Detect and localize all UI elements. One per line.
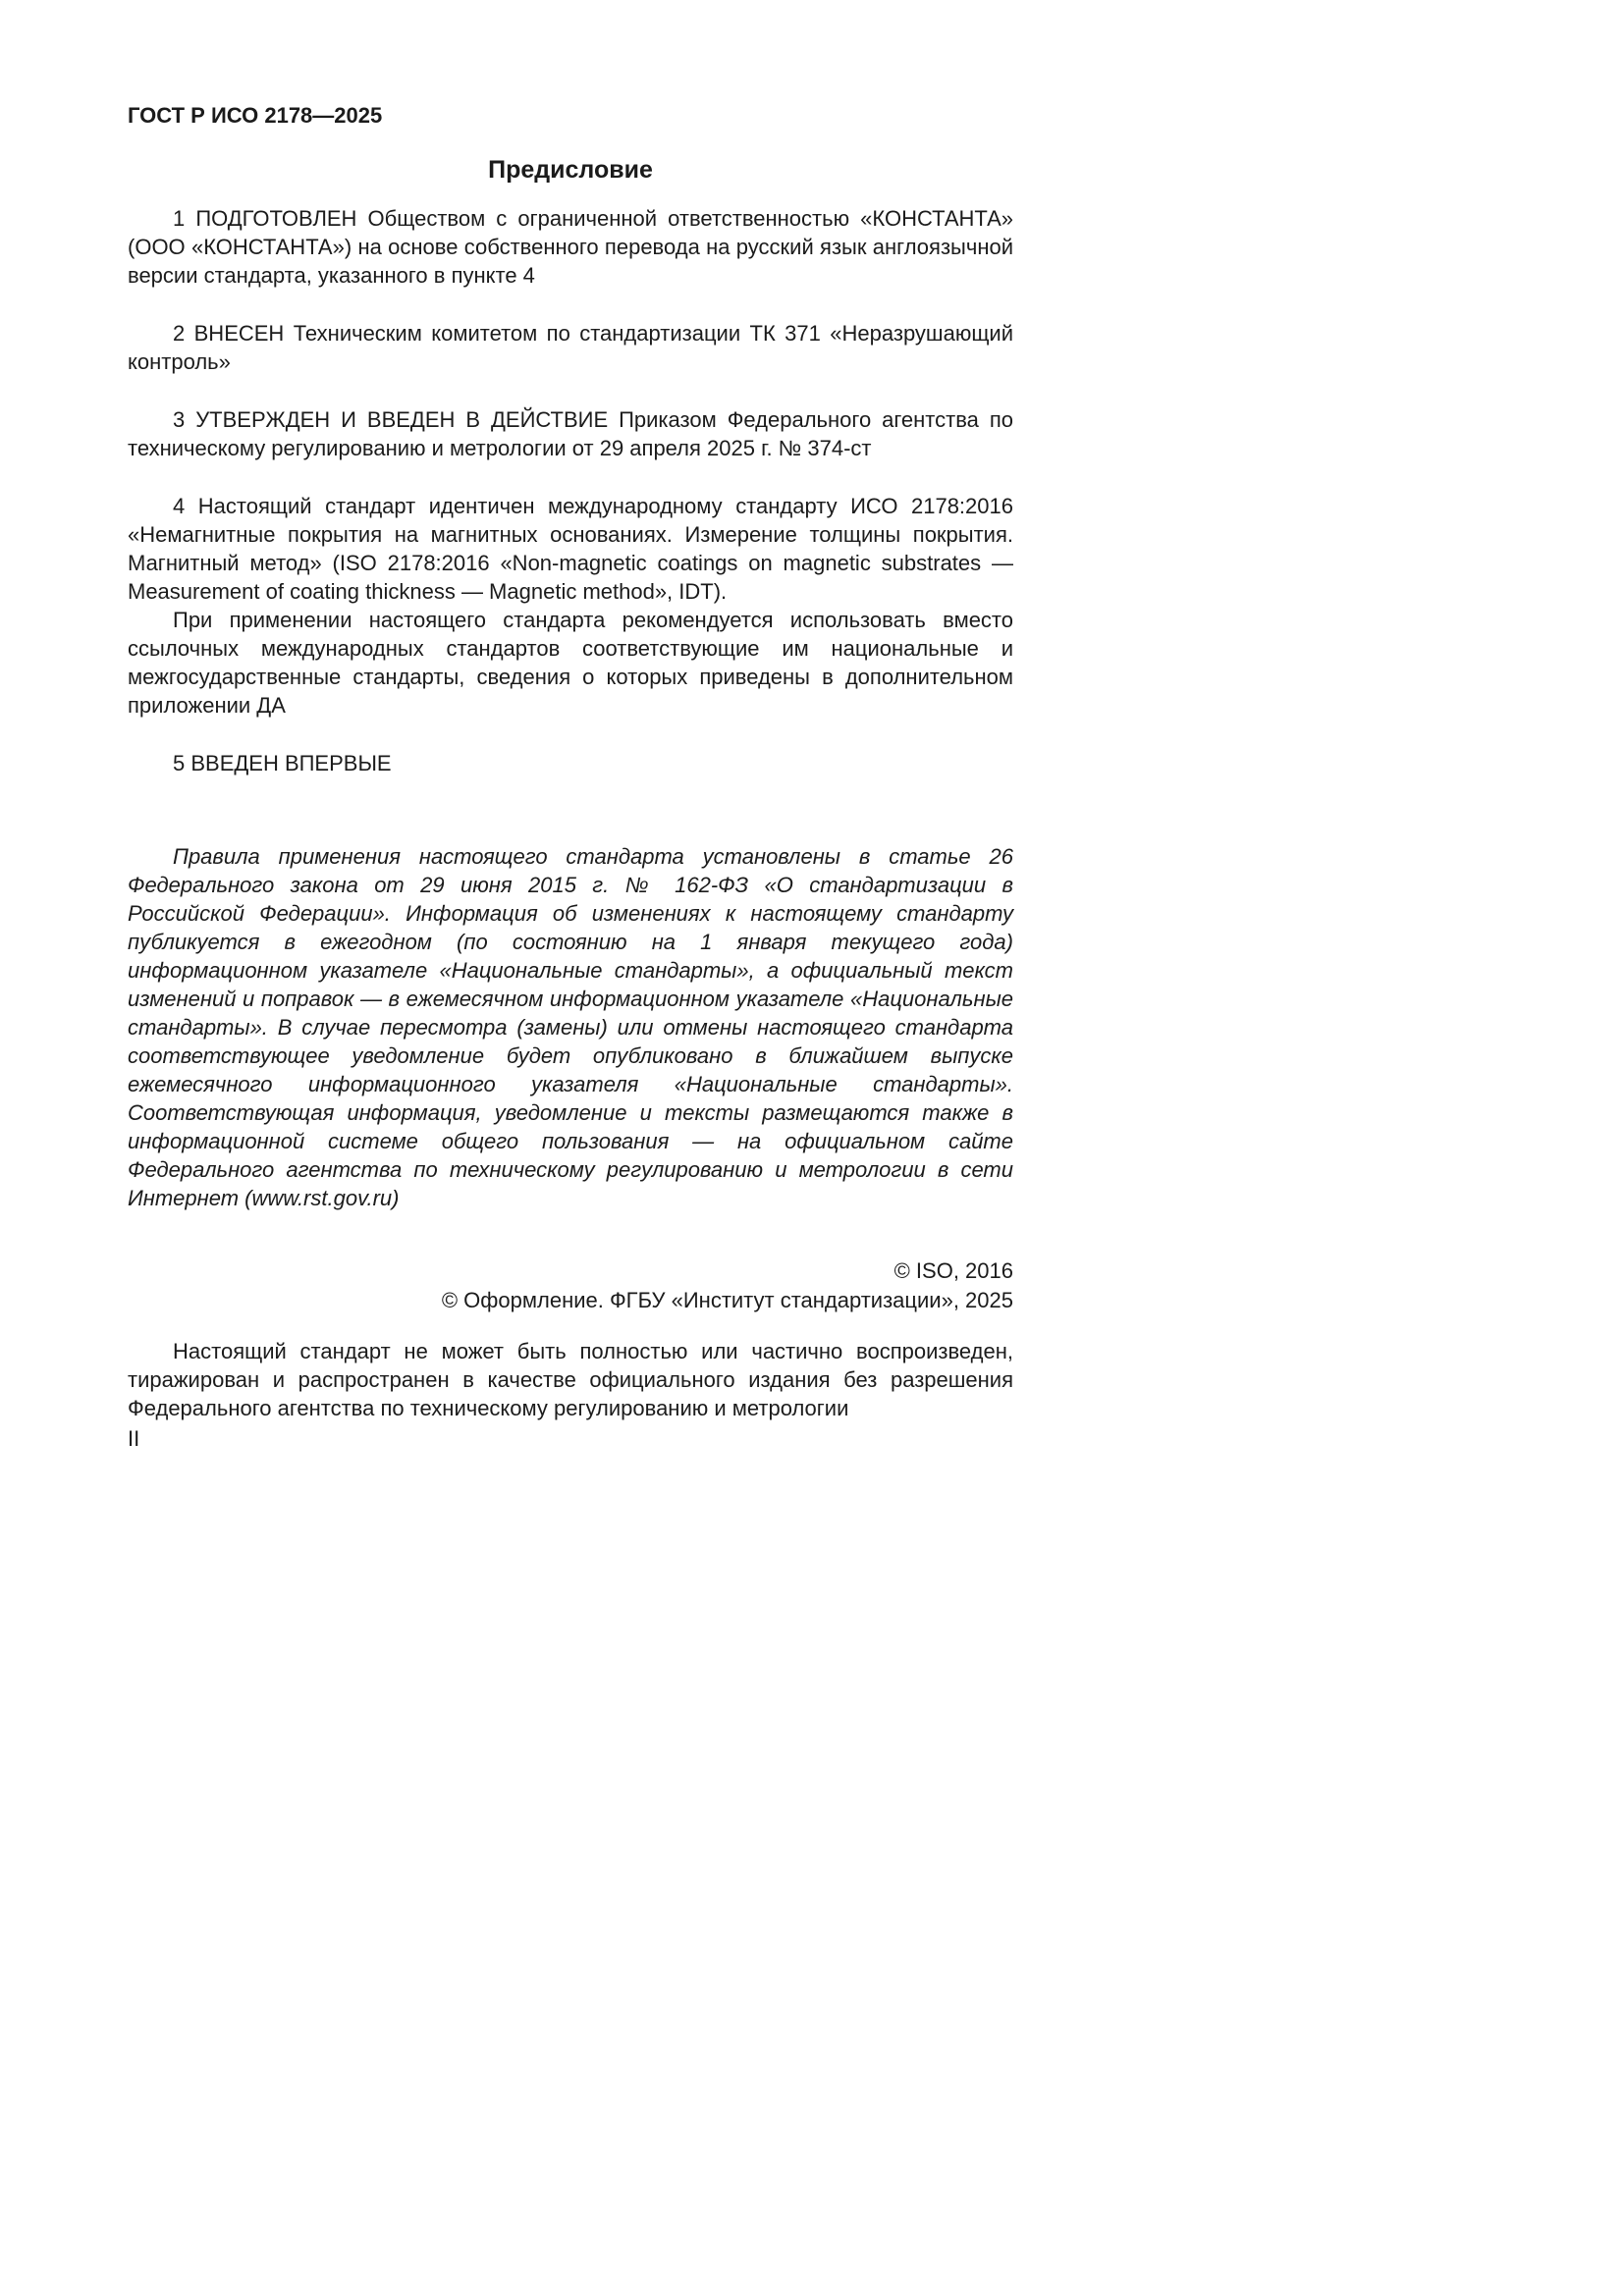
document-code: ГОСТ Р ИСО 2178—2025 — [128, 103, 383, 128]
reproduction-notice: Настоящий стандарт не может быть полностью или частично воспроизведен, тиражирован и распространен в качестве официального издания без разрешения Федерального агентства по техническому регулированию и метрологии — [128, 1339, 1013, 1420]
foreword-item-2: 2 ВНЕСЕН Техническим комитетом по стандартизации ТК 371 «Неразрушающий контроль» — [128, 321, 1013, 374]
copyright-publisher: © Оформление. ФГБУ «Институт стандартизации», 2025 — [441, 1288, 1013, 1312]
foreword-title: Предисловие — [488, 156, 653, 184]
foreword-item-4-note: При применении настоящего стандарта рекомендуется использовать вместо ссылочных международных стандартов соответствующие им национальные и межгосударственные стандарты, сведения о которых приведены в дополнительном приложении ДА — [128, 608, 1013, 718]
foreword-item-3: 3 УТВЕРЖДЕН И ВВЕДЕН В ДЕЙСТВИЕ Приказом Федерального агентства по техническому регулированию и метрологии от 29 апреля 2025 г. № 374-ст — [128, 407, 1013, 460]
page-body — [128, 102, 1013, 1212]
foreword-item-1: 1 ПОДГОТОВЛЕН Обществом с ограниченной ответственностью «КОНСТАНТА» (ООО «КОНСТАНТА») на основе собственного перевода на русский язык англоязычной версии стандарта, указанного в пункте 4 — [128, 206, 1013, 288]
page-footer — [128, 1256, 1013, 1453]
copyright-iso: © ISO, 2016 — [893, 1258, 1013, 1283]
page-number: II — [128, 1426, 140, 1451]
legal-application-notice: Правила применения настоящего стандарта установлены в статье 26 Федерального закона от 29 июня 2015 г. № 162-ФЗ «О стандартизации в Российской Федерации». Информация об изменениях к настоящему стандарту публикуется в ежегодном (по состоянию на 1 января текущего года) информационном указателе «Национальные стандарты», а официальный текст изменений и поправок — в ежемесячном информационном указателе «Национальные стандарты». В случае пересмотра (замены) или отмены настоящего стандарта соответствующее уведомление будет опубликовано в ближайшем выпуске ежемесячного информационного указателя «Национальные стандарты». Соответствующая информация, уведомление и тексты размещаются также в информационной системе общего пользования — на официальном сайте Федерального агентства по техническому регулированию и метрологии в сети Интернет (www.rst.gov.ru) — [128, 844, 1013, 1210]
foreword-item-5: 5 ВВЕДЕН ВПЕРВЫЕ — [173, 751, 392, 775]
foreword-item-4: 4 Настоящий стандарт идентичен международному стандарту ИСО 2178:2016 «Немагнитные покрытия на магнитных основаниях. Измерение толщины покрытия. Магнитный метод» (ISO 2178:2016 «Non-magnetic coatings on magnetic substrates — Measurement of coating thickness — Magnetic method», IDT). — [128, 494, 1013, 604]
copyright-block — [128, 1256, 1013, 1315]
